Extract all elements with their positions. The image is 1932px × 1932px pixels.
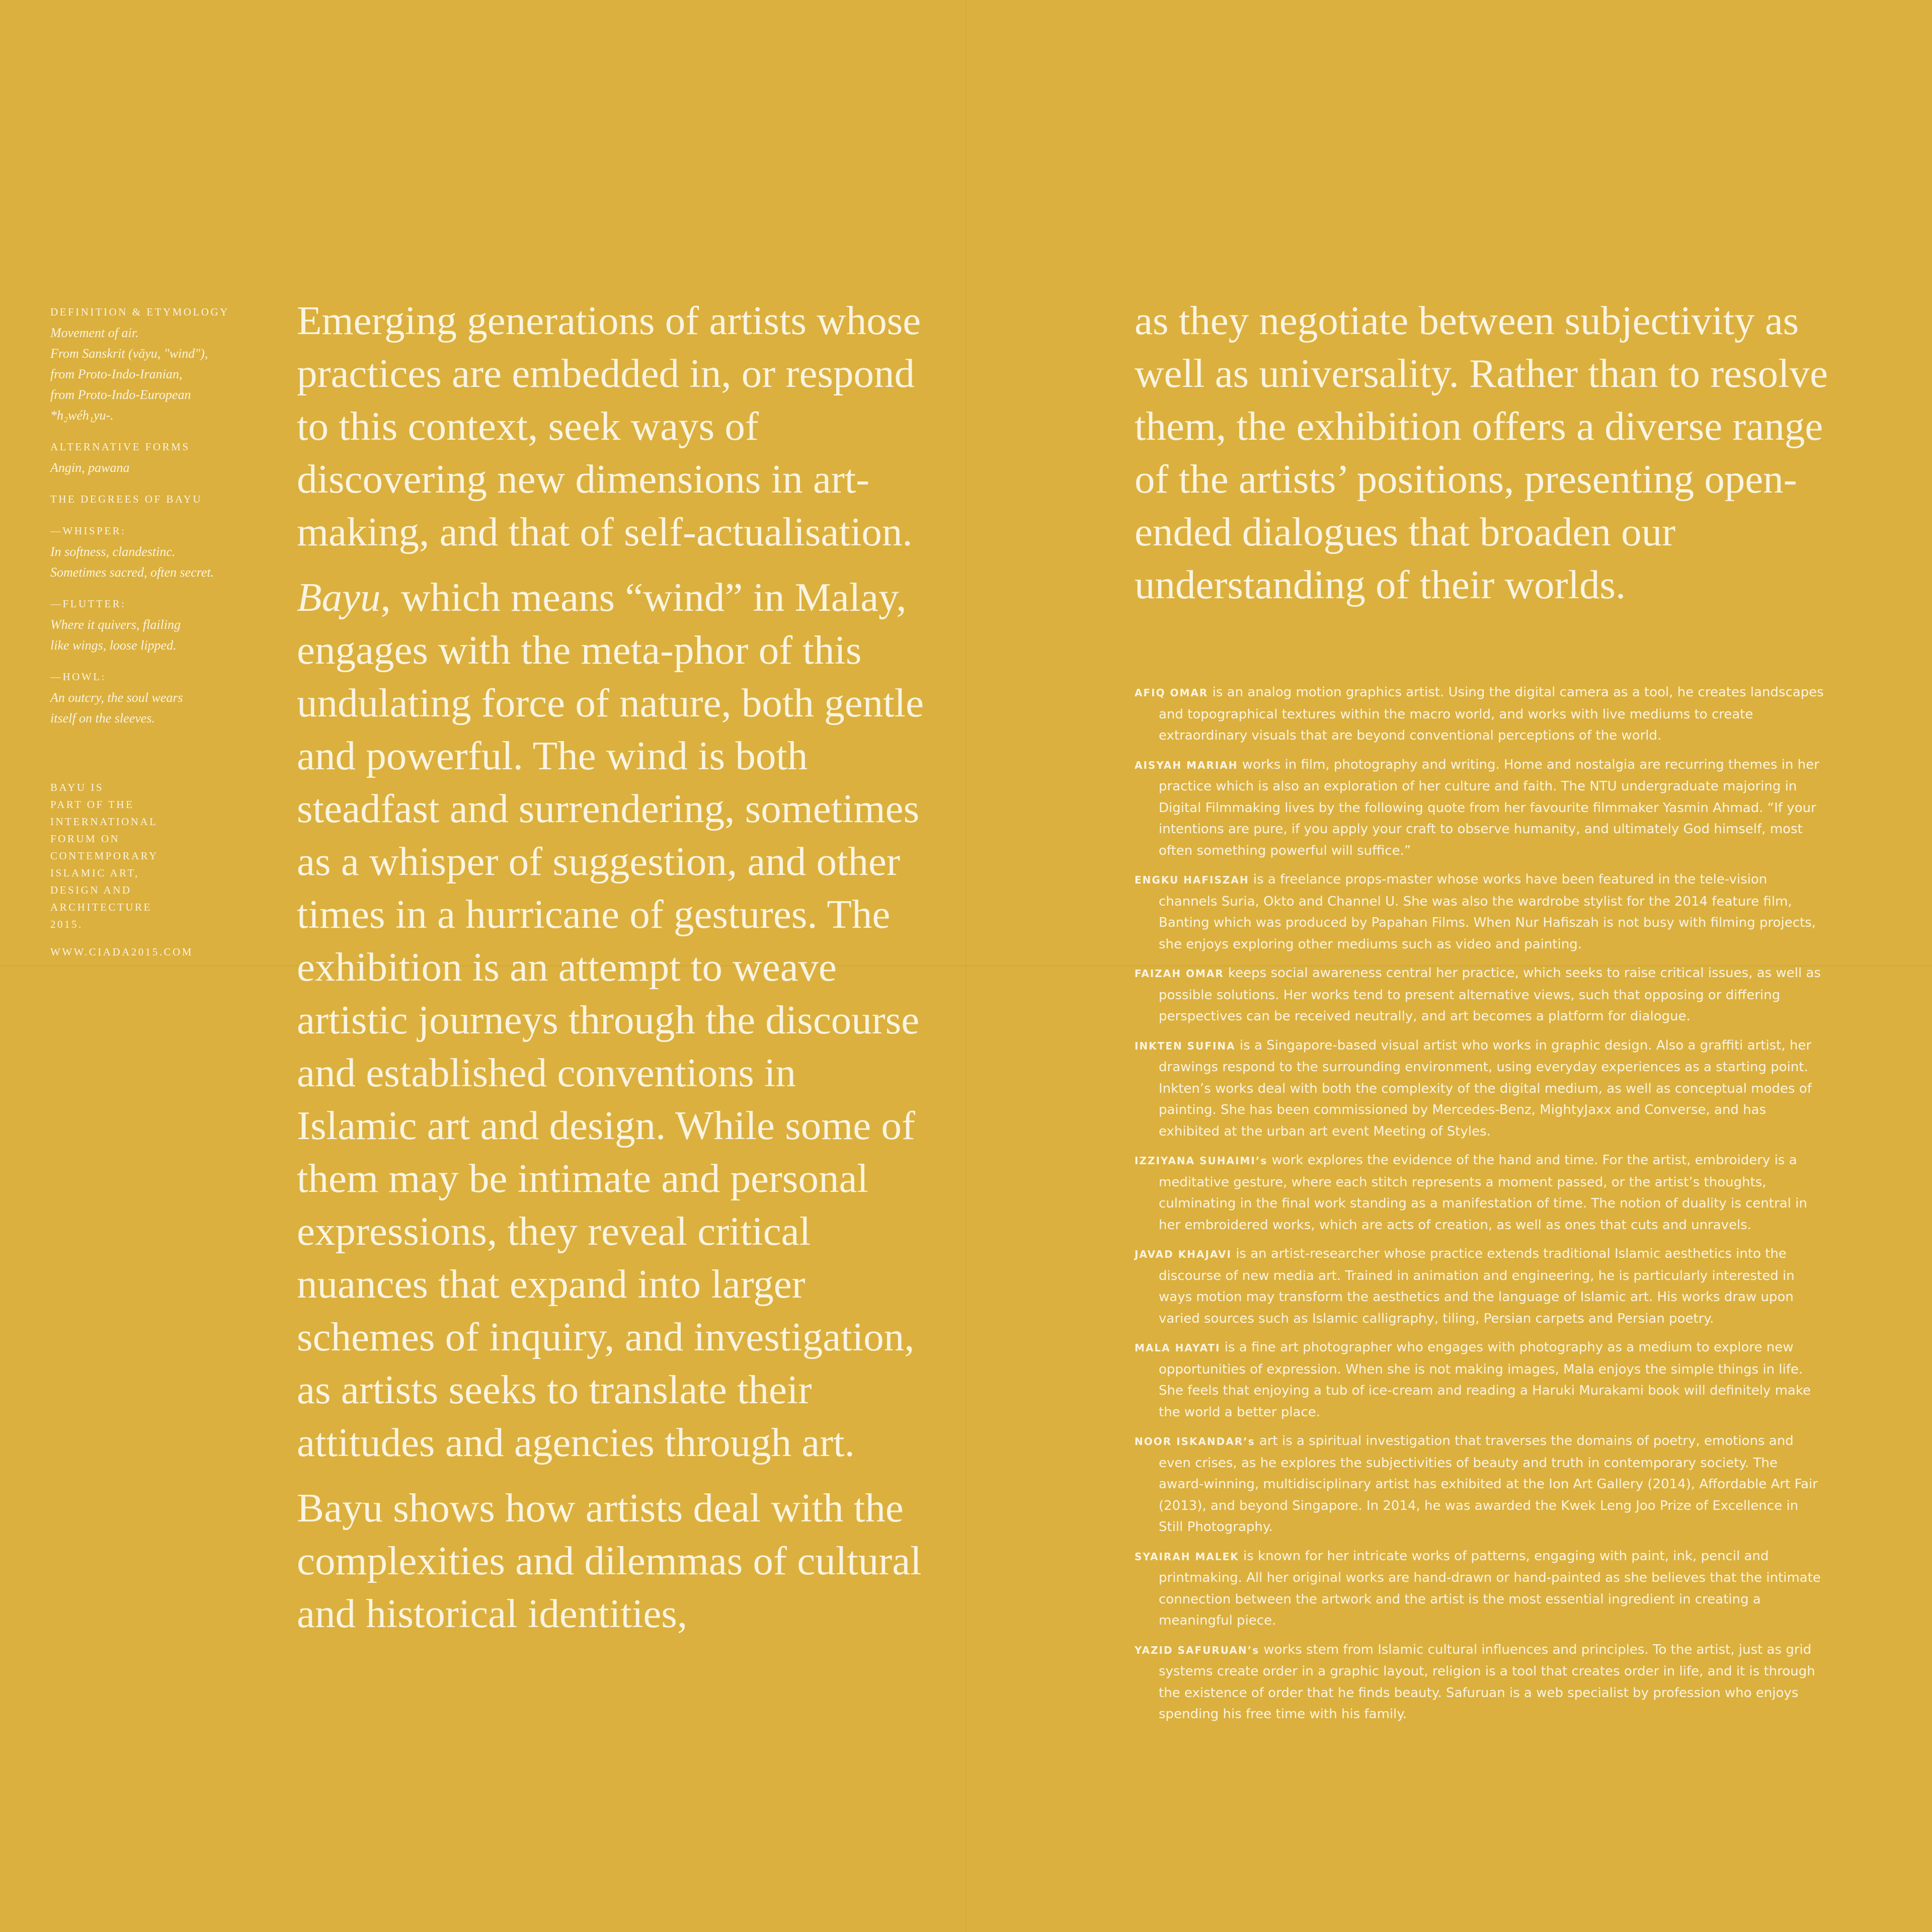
paragraph-bayu-text: , which means “wind” in Malay, engages with the meta-phor of this undulating force of nature, both gentle and powerful. The wind is both steadfast and surrendering, sometimes as a whisper of suggestion, and other times in a hurricane of gestures. The exhibition is an attempt to weave artistic journeys through the discourse and established conventions in Islamic art and design. While some of them may be intimate and personal expressions, they reveal critical nuances that expand into larger schemes of inquiry, and investigation, as artists seeks to translate their attitudes and agencies through art. bbox=[297, 575, 924, 1465]
bio-name: FAIZAH OMAR bbox=[1135, 968, 1224, 980]
howl-line: An outcry, the soul wears bbox=[50, 690, 183, 705]
alt-forms-label: ALTERNATIVE FORMS bbox=[50, 441, 190, 453]
paragraph-continued: as they negotiate between subjectivity as well as universality. Rather than to resolve them, the exhibition offers a diverse range of the artists’ positions, presenting open-ended dialogues that broaden our understanding of their worlds. bbox=[1135, 298, 1828, 607]
whisper-line: Sometimes sacred, often secret. bbox=[50, 565, 214, 580]
bio-entry bbox=[1135, 1035, 1824, 1143]
bio-text: work explores the evidence of the hand and time. For the artist, embroidery is a meditative gesture, where each stitch represents a moment passed, or the artist’s thoughts, culminating in the final work standing as a manifestation of time. The notion of duality is central in her embroidered works, which are acts of creation, as well as ones that cuts and unravels. bbox=[1159, 1153, 1807, 1233]
howl-label: —HOWL: bbox=[50, 671, 106, 683]
definition-line: Movement of air. bbox=[50, 326, 139, 340]
forum-note bbox=[50, 779, 252, 933]
whisper-label: —WHISPER: bbox=[50, 525, 126, 537]
bio-text: is a fine art photographer who engages with photography as a medium to explore new opportunities of expression. When she is not making images, Mala enjoys the simple things in life. She feels that enjoying a tub of ice-cream and reading a Haruki Murakami book will definitely make the world a better place. bbox=[1159, 1340, 1811, 1420]
bio-name-suffix: ’s bbox=[1255, 1155, 1268, 1167]
bio-text: is a freelance props-master whose works have been featured in the tele-vision channels Suria, Okto and Channel U. She was also the wardrobe stylist for the 2014 feature film, Banting which was produced by Papahan Films. When Nur Hafiszah is not busy with filming projects, she enjoys exploring other mediums such as video and painting. bbox=[1159, 872, 1816, 952]
forum-line: BAYU IS bbox=[50, 781, 104, 793]
forum-line: CONTEMPORARY bbox=[50, 850, 158, 862]
bio-text: is an artist-researcher whose practice extends traditional Islamic aesthetics into the discourse of new media art. Trained in animation and engineering, he is particularly interested in ways motion may transform the aesthetics and the language of Islamic art. His works draw upon varied sources such as Islamic calligraphy, tiling, Persian carpets and Persian poetry. bbox=[1159, 1246, 1795, 1326]
definition-line: from Proto-Indo-European bbox=[50, 387, 191, 402]
sidebar-definition bbox=[50, 302, 252, 962]
definition-line: From Sanskrit (vāyu, "wind"), bbox=[50, 346, 208, 361]
bio-entry bbox=[1135, 1150, 1824, 1236]
forum-line: ISLAMIC ART, bbox=[50, 867, 139, 879]
bio-name: IZZIYANA SUHAIMI bbox=[1135, 1155, 1256, 1167]
definition-line: *h₂wéh₁yu-. bbox=[50, 408, 114, 423]
forum-line: INTERNATIONAL bbox=[50, 816, 158, 828]
degrees-label: THE DEGREES OF BAYU bbox=[50, 493, 202, 505]
bio-name: AISYAH MARIAH bbox=[1135, 759, 1238, 771]
howl-line: itself on the sleeves. bbox=[50, 711, 155, 726]
bio-name: INKTEN SUFINA bbox=[1135, 1039, 1236, 1052]
bio-text: art is a spiritual investigation that traverses the domains of poetry, emotions and even crises, as he explores the subjectivities of beauty and truth in contemporary society. The award-winning, multidisciplinary artist has exhibited at the Ion Art Gallery (2014), Affordable Art Fair (2013), and beyond Singapore. In 2014, he was awarded the Kwek Leng Joo Prize of Excellence in Still Photography. bbox=[1159, 1433, 1818, 1535]
bayu-italic: Bayu bbox=[297, 575, 381, 620]
forum-line: DESIGN AND bbox=[50, 884, 132, 896]
definition-line: from Proto-Indo-Iranian, bbox=[50, 367, 183, 381]
forum-line: 2015. bbox=[50, 918, 83, 930]
bio-entry bbox=[1135, 1639, 1824, 1725]
paragraph-bayu bbox=[297, 571, 926, 1469]
bio-name: NOOR ISKANDAR bbox=[1135, 1435, 1244, 1447]
flutter-line: Where it quivers, flailing bbox=[50, 617, 181, 632]
bio-text: keeps social awareness central her practice, which seeks to raise critical issues, as well as possible solutions. Her works tend to present alternative views, such that opposing or differing perspectives can be received neutrally, and art becomes a platform for dialogue. bbox=[1159, 965, 1821, 1024]
bio-entry bbox=[1135, 754, 1824, 862]
bio-name: JAVAD KHAJAVI bbox=[1135, 1248, 1232, 1260]
flutter-label: —FLUTTER: bbox=[50, 598, 126, 610]
bio-name: ENGKU HAFISZAH bbox=[1135, 874, 1249, 886]
bio-name: SYAIRAH MALEK bbox=[1135, 1550, 1239, 1563]
bio-name: AFIQ OMAR bbox=[1135, 687, 1209, 699]
bio-text: is an analog motion graphics artist. Using the digital camera as a tool, he creates landscapes and topographical textures within the macro world, and works with live mediums to create extraordinary visuals that are beyond conventional perceptions of the world. bbox=[1159, 685, 1824, 743]
bio-name-suffix: ’s bbox=[1243, 1435, 1255, 1447]
bio-name: MALA HAYATI bbox=[1135, 1342, 1221, 1354]
main-text-left bbox=[297, 294, 926, 1653]
bio-name: YAZID SAFURUAN bbox=[1135, 1644, 1248, 1656]
bio-text: works in film, photography and writing. Home and nostalgia are recurring themes in her practice which is also an exploration of her culture and faith. The NTU undergraduate majoring in Digital Filmmaking lives by the following quote from her favourite filmmaker Yasmin Ahmad. “If your intentions are pure, if you apply your craft to observe humanity, and ultimately God himself, most often something powerful will suffice.” bbox=[1159, 757, 1819, 858]
forum-line: PART OF THE bbox=[50, 798, 134, 811]
bio-entry bbox=[1135, 962, 1824, 1027]
bio-text: is known for her intricate works of patterns, engaging with paint, ink, pencil and printmaking. All her original works are hand-drawn or hand-painted as she believes that the intimate connection between the artwork and the artist is the most essential ingredient in creating a meaningful piece. bbox=[1159, 1548, 1821, 1628]
whisper-line: In softness, clandestinc. bbox=[50, 544, 176, 559]
artist-bios bbox=[1135, 682, 1824, 1733]
bio-entry bbox=[1135, 1430, 1824, 1538]
bio-entry bbox=[1135, 1337, 1824, 1423]
bio-entry bbox=[1135, 1546, 1824, 1632]
alt-forms-value: Angin, pawana bbox=[50, 460, 130, 475]
forum-line: FORUM ON bbox=[50, 833, 120, 845]
main-text-right bbox=[1135, 294, 1839, 611]
website-url: WWW.CIADA2015.COM bbox=[50, 946, 193, 958]
forum-line: ARCHITECTURE bbox=[50, 901, 152, 913]
bio-text: is a Singapore-based visual artist who works in graphic design. Also a graffiti artist, her drawings respond to the surrounding environment, using everyday experiences as a starting point. Inkten’s works deal with both the complexity of the digital medium, as well as conceptual modes of painting. She has been commissioned by Mercedes-Benz, MightyJaxx and Converse, and has exhibited at the urban art event Meeting of Styles. bbox=[1159, 1037, 1812, 1139]
bio-name-suffix: ’s bbox=[1247, 1644, 1260, 1656]
paragraph-shows: Bayu shows how artists deal with the complexities and dilemmas of cultural and historical identities, bbox=[297, 1485, 922, 1636]
bio-entry bbox=[1135, 682, 1824, 747]
flutter-line: like wings, loose lipped. bbox=[50, 638, 177, 653]
definition-label: DEFINITION & ETYMOLOGY bbox=[50, 306, 229, 318]
bio-entry bbox=[1135, 1243, 1824, 1329]
bio-text: works stem from Islamic cultural influences and principles. To the artist, just as grid systems create order in a graphic layout, religion is a tool that creates order in life, and it is through the existence of order that he finds beauty. Safuruan is a web specialist by profession who enjoys spending his free time with his family. bbox=[1159, 1642, 1815, 1722]
bio-entry bbox=[1135, 869, 1824, 955]
paragraph-intro: Emerging generations of artists whose practices are embedded in, or respond to this context, seek ways of discovering new dimensions in art-making, and that of self-actualisation. bbox=[297, 298, 921, 554]
